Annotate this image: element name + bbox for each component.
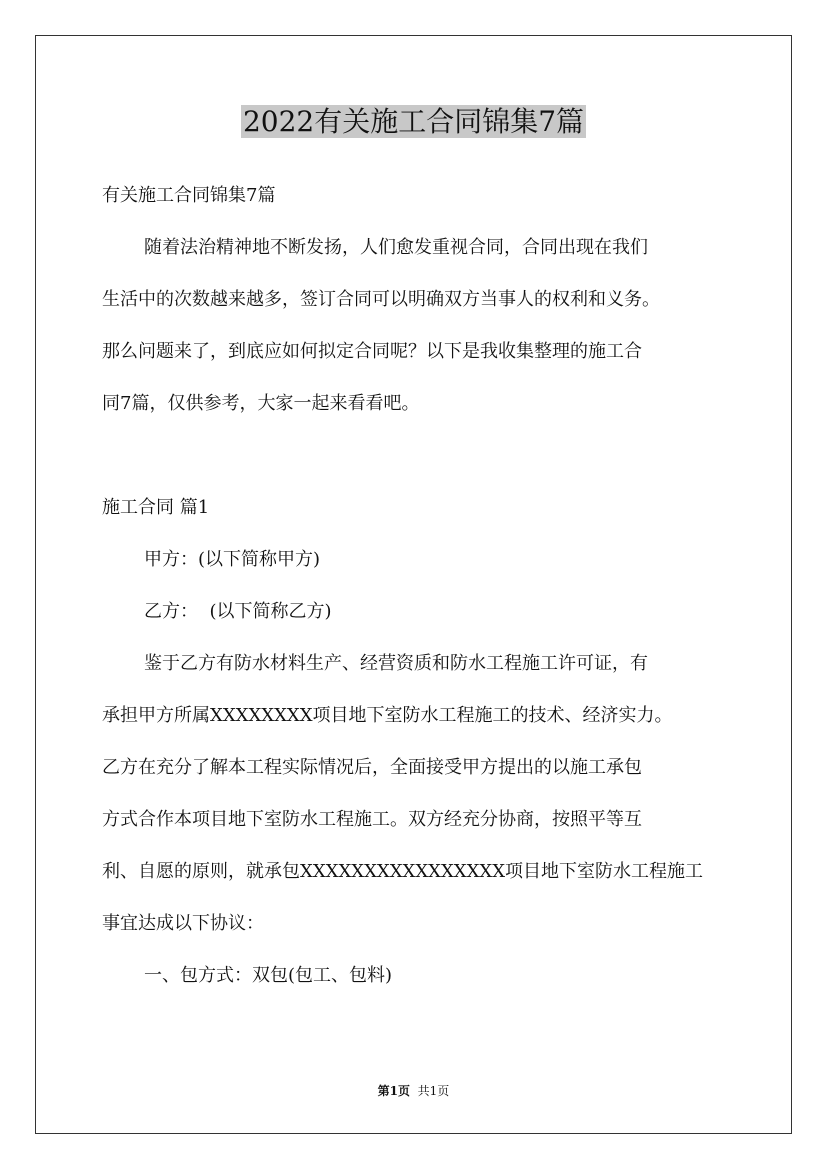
body-line: 利、自愿的原则，就承包XXXXXXXXXXXXXXXX项目地下室防水工程施工 bbox=[102, 861, 704, 882]
body-line: 鉴于乙方有防水材料生产、经营资质和防水工程施工许可证，有 bbox=[144, 653, 648, 674]
page-total: 共1页 bbox=[417, 1084, 450, 1098]
document-body bbox=[102, 170, 732, 1002]
intro-line: 那么问题来了，到底应如何拟定合同呢？以下是我收集整理的施工合 bbox=[102, 341, 642, 362]
party-a-line: 甲方：(以下简称甲方) bbox=[144, 549, 321, 570]
intro-line: 生活中的次数越来越多，签订合同可以明确双方当事人的权利和义务。 bbox=[102, 289, 660, 310]
body-line: 乙方在充分了解本工程实际情况后，全面接受甲方提出的以施工承包 bbox=[102, 757, 642, 778]
section-spacer bbox=[102, 430, 732, 482]
page-footer bbox=[0, 1083, 827, 1099]
body-line: 方式合作本项目地下室防水工程施工。双方经充分协商，按照平等互 bbox=[102, 809, 642, 830]
body-line: 事宜达成以下协议： bbox=[102, 913, 264, 934]
party-b-line: 乙方： (以下简称乙方) bbox=[144, 601, 332, 622]
section-heading: 施工合同 篇1 bbox=[102, 497, 210, 518]
document-subtitle: 有关施工合同锦集7篇 bbox=[102, 185, 276, 206]
clause-1: 一、包方式：双包(包工、包料) bbox=[144, 965, 393, 986]
body-line: 承担甲方所属XXXXXXXX项目地下室防水工程施工的技术、经济实力。 bbox=[102, 705, 673, 726]
intro-line: 随着法治精神地不断发扬，人们愈发重视合同，合同出现在我们 bbox=[144, 237, 648, 258]
document-title: 2022有关施工合同锦集7篇 bbox=[242, 105, 585, 138]
intro-line: 同7篇，仅供参考，大家一起来看看吧。 bbox=[102, 393, 420, 414]
page-number: 第1页 bbox=[377, 1084, 411, 1098]
